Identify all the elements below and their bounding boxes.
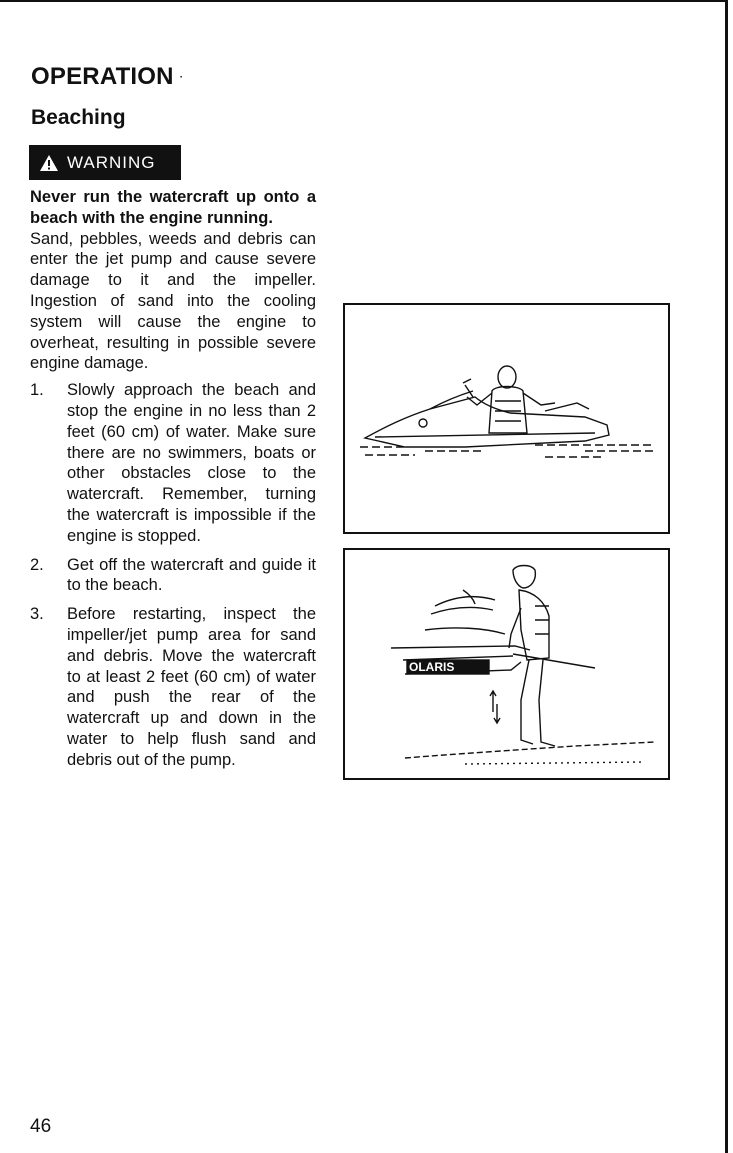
- step-text: Before restarting, inspect the impeller/jet pump area for sand and debris. Move the watercraft to at least 2 feet (60 cm) of water and push the rear of the watercraft up and down in the water to help flush sand and debris out of the pump.: [67, 605, 316, 769]
- steps-list: [30, 380, 316, 770]
- step-item: [30, 555, 316, 597]
- right-border-rule: [725, 0, 728, 1153]
- page-number: 46: [30, 1116, 52, 1137]
- figure-approach-illustration: [343, 303, 670, 534]
- guiding-watercraft-illustration: [345, 550, 668, 778]
- subsection-title: Beaching: [31, 106, 126, 129]
- warning-lead-text: Sand, pebbles, weeds and debris can enter the jet pump and cause severe damage to it and the impeller. Ingestion of sand into the cooling system will cause the engine to overheat, resulting in possible severe engine damage.: [30, 229, 316, 373]
- warning-banner: [29, 145, 181, 180]
- section-title: [31, 63, 183, 91]
- step-item: [30, 380, 316, 546]
- step-text: Slowly approach the beach and stop the engine in no less than 2 feet (60 cm) of water. Make sure there are no swimmers, boats or other obstacles close to the watercraft. Remember, turning the watercraft is impossible if the engine is stopped.: [67, 381, 316, 545]
- top-border-rule: [0, 0, 728, 2]
- watercraft-in-water-illustration: [345, 305, 668, 532]
- step-number: 3.: [30, 605, 44, 624]
- step-number: 2.: [30, 555, 44, 574]
- warning-label: WARNING: [67, 152, 156, 172]
- step-text: Get off the watercraft and guide it to the beach.: [67, 555, 316, 595]
- bottom-hull-brand: OLARIS: [409, 660, 455, 674]
- section-title-mark: ·: [179, 72, 184, 84]
- step-item: [30, 604, 316, 770]
- figure-guide-illustration: [343, 548, 670, 780]
- step-number: 1.: [30, 381, 44, 400]
- warning-triangle-icon: [39, 154, 59, 172]
- body-column: [30, 187, 316, 779]
- section-title-text: OPERATION: [31, 63, 174, 90]
- warning-lead-bold: Never run the watercraft up onto a beach with the engine running.: [30, 188, 316, 227]
